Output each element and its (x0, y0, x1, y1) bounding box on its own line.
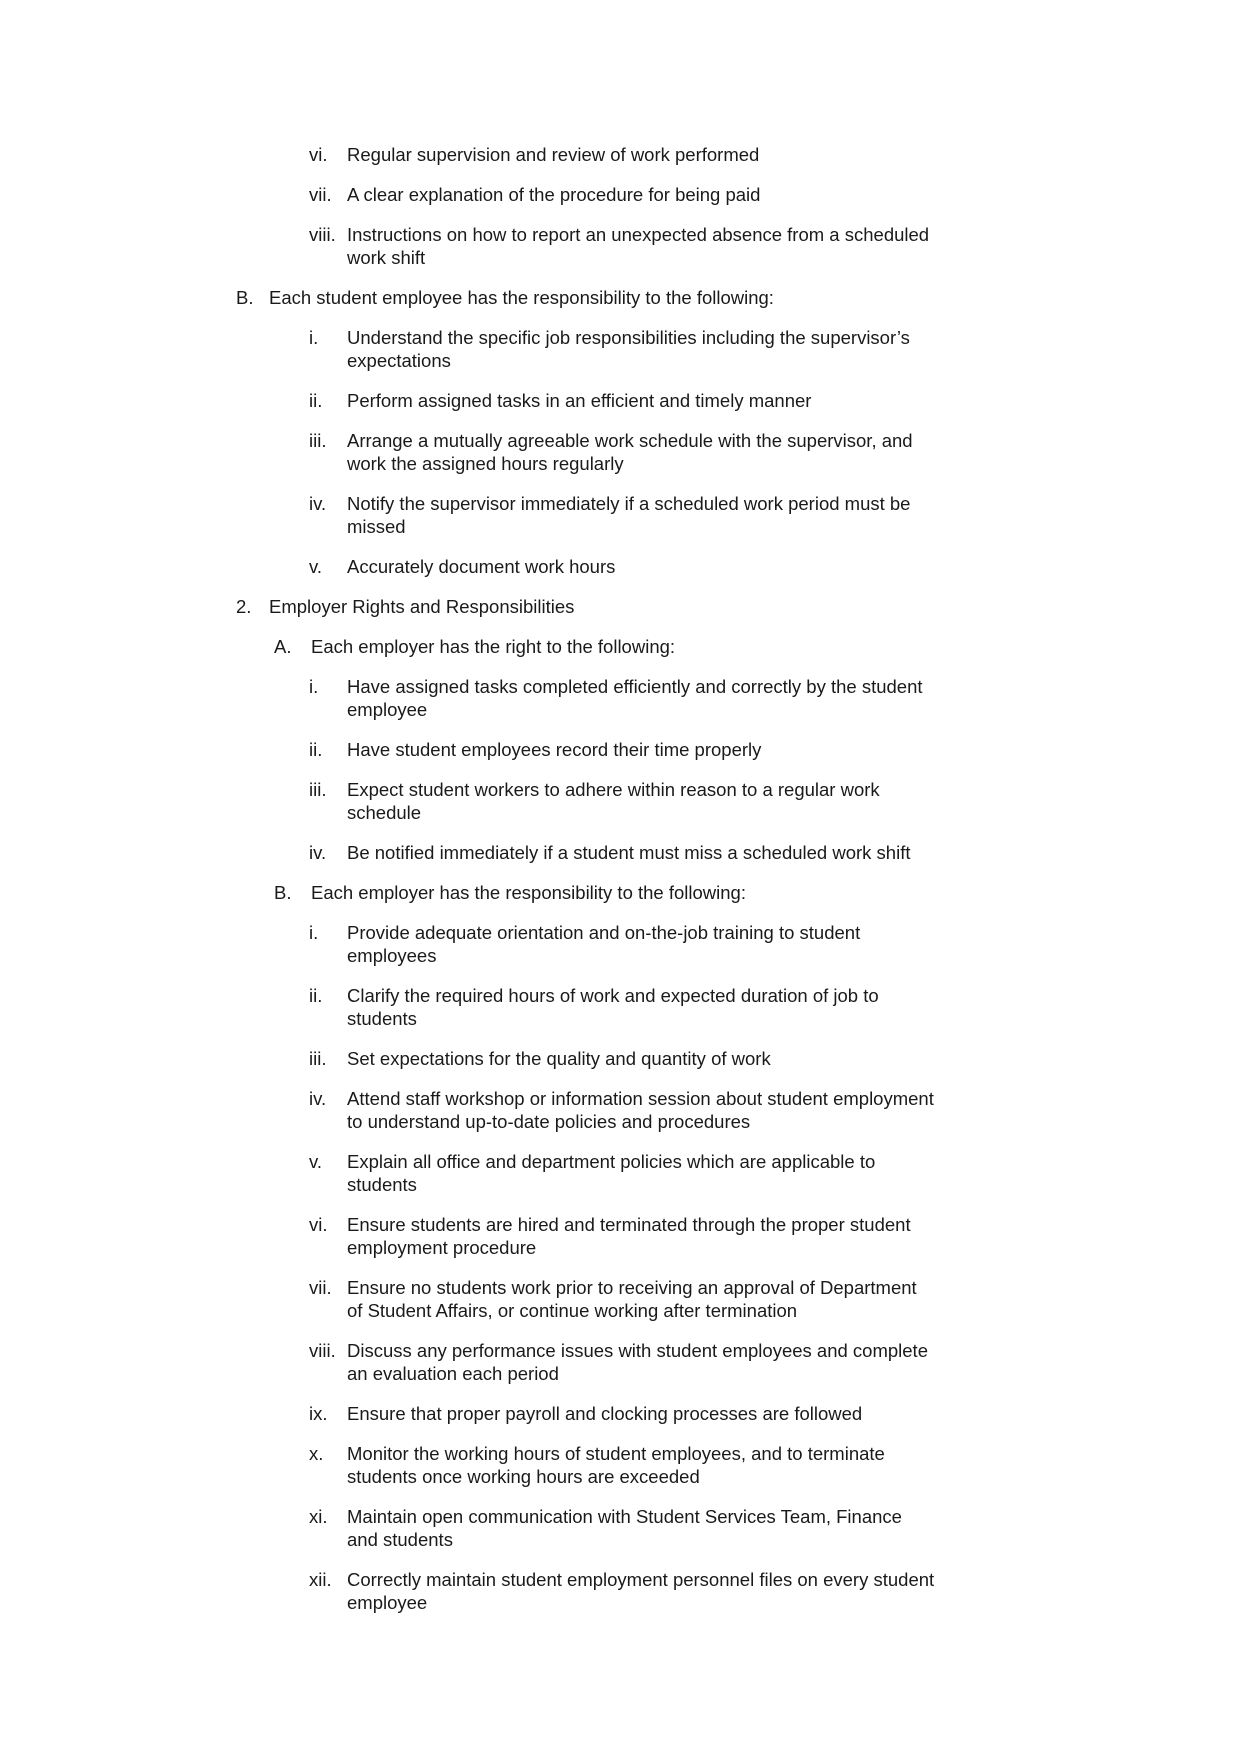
list-text: Correctly maintain student employment personnel files on every student employee (347, 1569, 935, 1613)
list-marker: xii. (309, 1569, 332, 1590)
list-marker: v. (309, 556, 323, 577)
list-item (0, 1568, 1241, 1614)
list-marker: ii. (309, 739, 323, 760)
list-marker: vii. (309, 184, 332, 205)
list-text: Expect student workers to adhere within reason to a regular work schedule (347, 779, 880, 823)
list-item (0, 738, 1241, 761)
list-text: Notify the supervisor immediately if a scheduled work period must be missed (347, 493, 911, 537)
list-item (0, 921, 1241, 967)
list-item (0, 492, 1241, 538)
subsection-heading (0, 881, 1241, 904)
list-marker: i. (309, 922, 319, 943)
list-marker: ii. (309, 985, 323, 1006)
list-item (0, 1213, 1241, 1259)
document-body (0, 143, 1241, 1631)
list-item (0, 984, 1241, 1030)
list-marker: vi. (309, 1214, 328, 1235)
list-text: Clarify the required hours of work and expected duration of job to students (347, 985, 879, 1029)
subsection-marker: B. (274, 882, 292, 903)
list-marker: vi. (309, 144, 328, 165)
list-text: Ensure no students work prior to receiving an approval of Department of Student Affairs, or continue working after termination (347, 1277, 917, 1321)
list-text: Ensure students are hired and terminated through the proper student employment procedure (347, 1214, 911, 1258)
list-item (0, 1402, 1241, 1425)
list-text: Maintain open communication with Student Services Team, Finance and students (347, 1506, 902, 1550)
list-text: Set expectations for the quality and quantity of work (347, 1048, 771, 1069)
list-item (0, 1276, 1241, 1322)
list-marker: viii. (309, 1340, 336, 1361)
list-text: Have student employees record their time properly (347, 739, 762, 760)
list-text: Understand the specific job responsibilities including the supervisor’s expectations (347, 327, 910, 371)
list-text: Discuss any performance issues with student employees and complete an evaluation each period (347, 1340, 928, 1384)
list-marker: ix. (309, 1403, 328, 1424)
list-marker: iv. (309, 1088, 327, 1109)
list-item (0, 1087, 1241, 1133)
list-item (0, 429, 1241, 475)
list-text: Monitor the working hours of student employees, and to terminate students once working hours are exceeded (347, 1443, 885, 1487)
list-item (0, 841, 1241, 864)
list-text: Arrange a mutually agreeable work schedule with the supervisor, and work the assigned hours regularly (347, 430, 913, 474)
list-marker: i. (309, 327, 319, 348)
subsection-marker: A. (274, 636, 292, 657)
list-marker: iv. (309, 493, 327, 514)
subsection-text: Each employer has the right to the following: (311, 636, 676, 657)
list-item (0, 183, 1241, 206)
list-text: Accurately document work hours (347, 556, 616, 577)
list-text: Perform assigned tasks in an efficient and timely manner (347, 390, 812, 411)
list-text: Be notified immediately if a student must miss a scheduled work shift (347, 842, 911, 863)
list-marker: ii. (309, 390, 323, 411)
list-item (0, 143, 1241, 166)
list-marker: i. (309, 676, 319, 697)
list-item (0, 1442, 1241, 1488)
list-item (0, 389, 1241, 412)
list-marker: iv. (309, 842, 327, 863)
subsection-heading (0, 635, 1241, 658)
section-heading (0, 286, 1241, 309)
list-text: Provide adequate orientation and on-the-job training to student employees (347, 922, 861, 966)
list-marker: iii. (309, 779, 327, 800)
list-item (0, 1505, 1241, 1551)
list-text: Instructions on how to report an unexpected absence from a scheduled work shift (347, 224, 930, 268)
list-text: Attend staff workshop or information session about student employment to understand up-to-date policies and procedures (347, 1088, 934, 1132)
list-marker: iii. (309, 1048, 327, 1069)
section-marker: B. (236, 287, 254, 308)
list-item (0, 1339, 1241, 1385)
list-marker: xi. (309, 1506, 328, 1527)
list-item (0, 1047, 1241, 1070)
list-item (0, 223, 1241, 269)
list-marker: x. (309, 1443, 324, 1464)
list-item (0, 326, 1241, 372)
list-item (0, 1150, 1241, 1196)
list-marker: v. (309, 1151, 323, 1172)
section-marker: 2. (236, 596, 252, 617)
list-marker: vii. (309, 1277, 332, 1298)
section-heading (0, 595, 1241, 618)
list-marker: viii. (309, 224, 336, 245)
section-text: Each student employee has the responsibility to the following: (269, 287, 774, 308)
subsection-text: Each employer has the responsibility to the following: (311, 882, 746, 903)
list-text: Regular supervision and review of work performed (347, 144, 760, 165)
list-item (0, 675, 1241, 721)
list-text: Have assigned tasks completed efficiently and correctly by the student employee (347, 676, 923, 720)
section-text: Employer Rights and Responsibilities (269, 596, 575, 617)
list-text: A clear explanation of the procedure for being paid (347, 184, 761, 205)
list-item (0, 555, 1241, 578)
list-item (0, 778, 1241, 824)
list-marker: iii. (309, 430, 327, 451)
list-text: Explain all office and department policies which are applicable to students (347, 1151, 876, 1195)
list-text: Ensure that proper payroll and clocking processes are followed (347, 1403, 863, 1424)
